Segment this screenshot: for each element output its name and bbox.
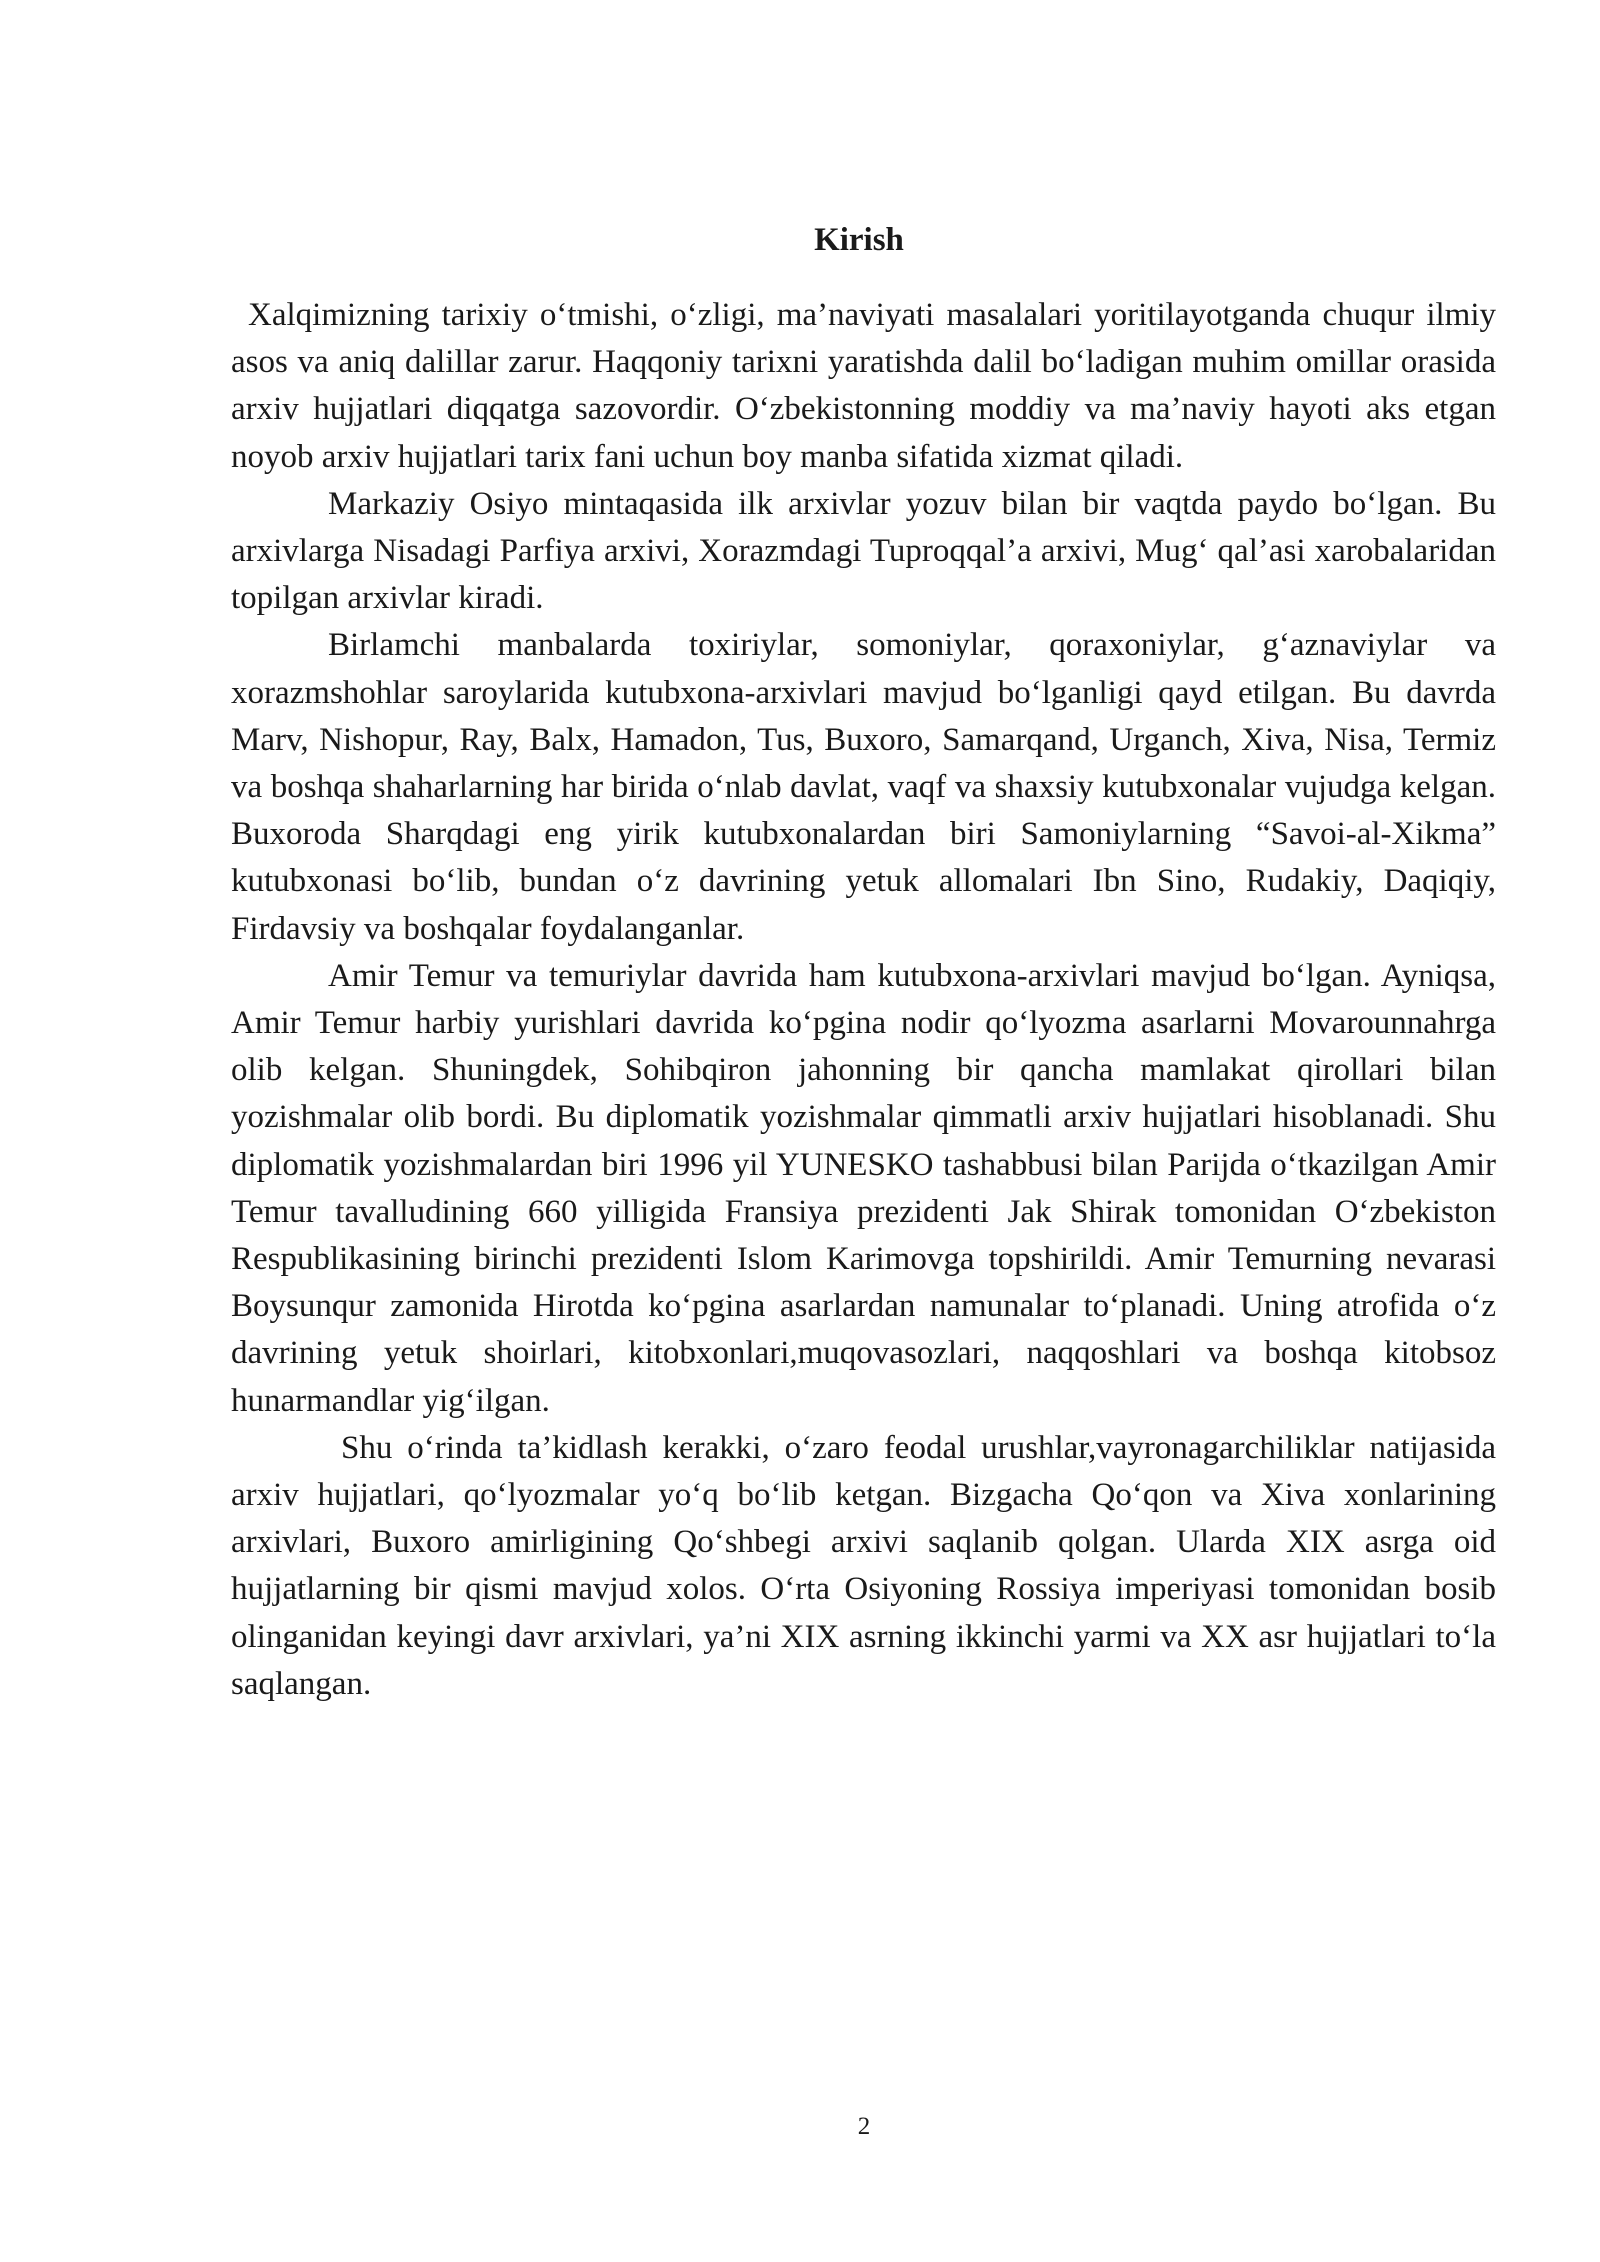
body-text — [231, 292, 1496, 1708]
paragraph-4: Amir Temur va temuriylar davrida ham kutubxona-arxivlari mavjud bo‘lgan. Ayniqsa, Amir Temur harbiy yurishlari davrida ko‘pgina nodir qo‘lyozma asarlarni Movarounnahrga olib kelgan. Shuningdek, Sohibqiron jahonning bir qancha mamlakat qirollari bilan yozishmalar olib bordi. Bu diplomatik yozishmalar qimmatli arxiv hujjatlari hisoblanadi. Shu diplomatik yozishmalardan biri 1996 yil YUNESKO tashabbusi bilan Parijda o‘tkazilgan Amir Temur tavalludining 660 yilligida Fransiya prezidenti Jak Shirak tomonidan O‘zbekiston Respublikasining birinchi prezidenti Islom Karimovga topshirildi. Amir Temurning nevarasi Boysunqur zamonida Hirotda ko‘pgina asarlardan namunalar to‘planadi. Uning atrofida o‘z davrining yetuk shoirlari, kitobxonlari,muqovasozlari, naqqoshlari va boshqa kitobsoz hunarmandlar yig‘ilgan. — [231, 957, 1496, 1419]
paragraph-1: Xalqimizning tarixiy o‘tmishi, o‘zligi, ma’naviyati masalalari yoritilayotganda chuqur ilmiy asos va aniq dalillar zarur. Haqqoniy tarixni yaratishda dalil bo‘ladigan muhim omillar orasida arxiv hujjatlari diqqatga sazovordir. O‘zbekistonning moddiy va ma’naviy hayoti aks etgan noyob arxiv hujjatlari tarix fani uchun boy manba sifatida xizmat qiladi. — [231, 297, 1496, 475]
paragraph-5: Shu o‘rinda ta’kidlash kerakki, o‘zaro feodal urushlar,vayronagarchiliklar natijasida arxiv hujjatlari, qo‘lyozmalar yo‘q bo‘lib ketgan. Bizgacha Qo‘qon va Xiva xonlarining arxivlari, Buxoro amirligining Qo‘shbegi arxivi saqlanib qolgan. Ularda XIX asrga oid hujjatlarning bir qismi mavjud xolos. O‘rta Osiyoning Rossiya imperiyasi tomonidan bosib olinganidan keyingi davr arxivlari, ya’ni XIX asrning ikkinchi yarmi va XX asr hujjatlari to‘la saqlangan. — [231, 1429, 1496, 1702]
page-number: 2 — [857, 2113, 871, 2140]
page-title: Kirish — [814, 222, 904, 258]
paragraph-3: Birlamchi manbalarda toxiriylar, somoniylar, qoraxoniylar, g‘aznaviylar va xorazmshohlar saroylarida kutubxona-arxivlari mavjud bo‘lganligi qayd etilgan. Bu davrda Marv, Nishopur, Ray, Balx, Hamadon, Tus, Buxoro, Samarqand, Urganch, Xiva, Nisa, Termiz va boshqa shaharlarning har birida o‘nlab davlat, vaqf va shaxsiy kutubxonalar vujudga kelgan. Buxoroda Sharqdagi eng yirik kutubxonalardan biri Samoniylarning “Savoi-al-Xikma” kutubxonasi bo‘lib, bundan o‘z davrining yetuk allomalari Ibn Sino, Rudakiy, Daqiqiy, Firdavsiy va boshqalar foydalanganlar. — [231, 627, 1496, 947]
paragraph-2: Markaziy Osiyo mintaqasida ilk arxivlar yozuv bilan bir vaqtda paydo bo‘lgan. Bu arxivlarga Nisadagi Parfiya arxivi, Xorazmdagi Tuproqqal’a arxivi, Mug‘ qal’asi xarobalaridan topilgan arxivlar kiradi. — [231, 485, 1496, 617]
